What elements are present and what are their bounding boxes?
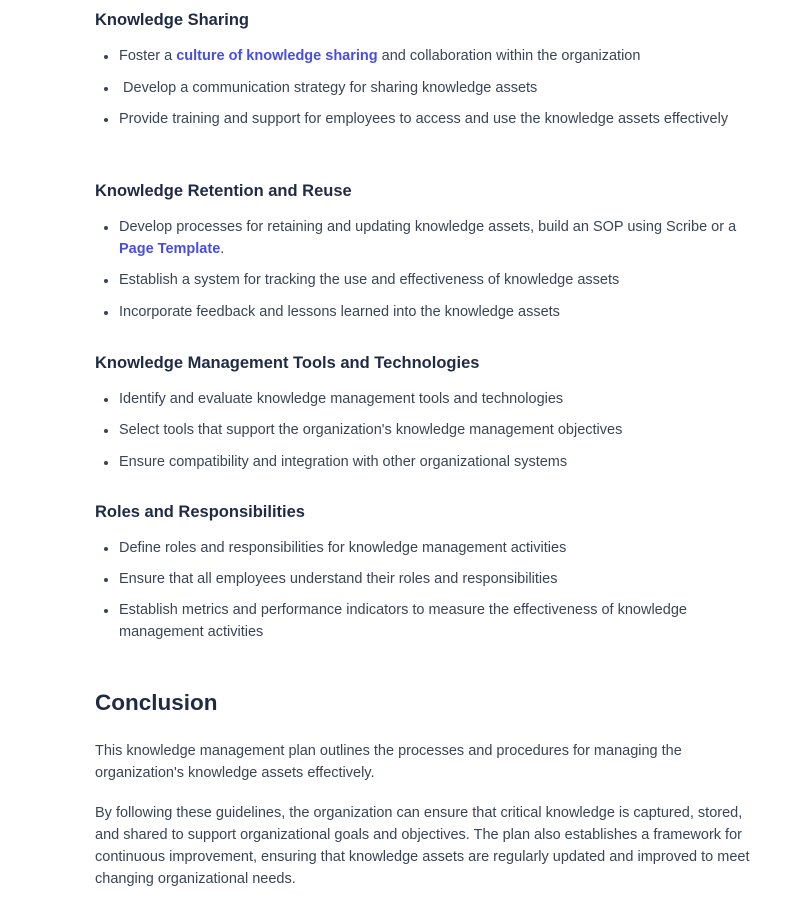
page-template-link[interactable]: Page Template [119, 241, 221, 257]
list-item: Develop processes for retaining and updating knowledge assets, build an SOP using Scribe or a Page Template. [95, 216, 755, 260]
knowledge-retention-list [95, 216, 755, 260]
list-item: Ensure compatibility and integration with other organizational systems [95, 451, 755, 473]
section-heading-km-tools: Knowledge Management Tools and Technologies [95, 354, 480, 372]
list-item: Provide training and support for employees to access and use the knowledge assets effectively [95, 108, 755, 130]
list-item: Ensure that all employees understand their roles and responsibilities [95, 568, 755, 590]
list-item: Select tools that support the organization's knowledge management objectives [95, 419, 755, 441]
section-heading-knowledge-retention: Knowledge Retention and Reuse [95, 182, 352, 200]
list-item: Define roles and responsibilities for knowledge management activities [95, 537, 755, 559]
section-heading-roles: Roles and Responsibilities [95, 503, 305, 521]
culture-of-knowledge-sharing-link[interactable]: culture of knowledge sharing [176, 48, 378, 64]
list-item: Establish metrics and performance indicators to measure the effectiveness of knowledge management activities [95, 599, 755, 643]
list-item: Incorporate feedback and lessons learned into the knowledge assets [95, 301, 755, 323]
km-tools-list [95, 388, 755, 410]
list-item: Establish a system for tracking the use and effectiveness of knowledge assets [95, 269, 755, 291]
list-item: Foster a culture of knowledge sharing and collaboration within the organization [95, 45, 755, 67]
list-item: Identify and evaluate knowledge management tools and technologies [95, 388, 755, 410]
knowledge-sharing-list [95, 45, 755, 67]
conclusion-paragraph-2: By following these guidelines, the organization can ensure that critical knowledge is captured, stored, and shared to support organizational goals and objectives. The plan also establishes a framework for continuous improvement, ensuring that knowledge assets are regularly updated and improved to meet changing organizational needs. [95, 805, 750, 887]
conclusion-heading: Conclusion [95, 690, 218, 715]
roles-list [95, 537, 755, 559]
list-item: Develop a communication strategy for sharing knowledge assets [95, 77, 755, 99]
conclusion-paragraph-1: This knowledge management plan outlines the processes and procedures for managing the organization's knowledge assets effectively. [95, 743, 682, 781]
section-heading-knowledge-sharing: Knowledge Sharing [95, 11, 250, 29]
